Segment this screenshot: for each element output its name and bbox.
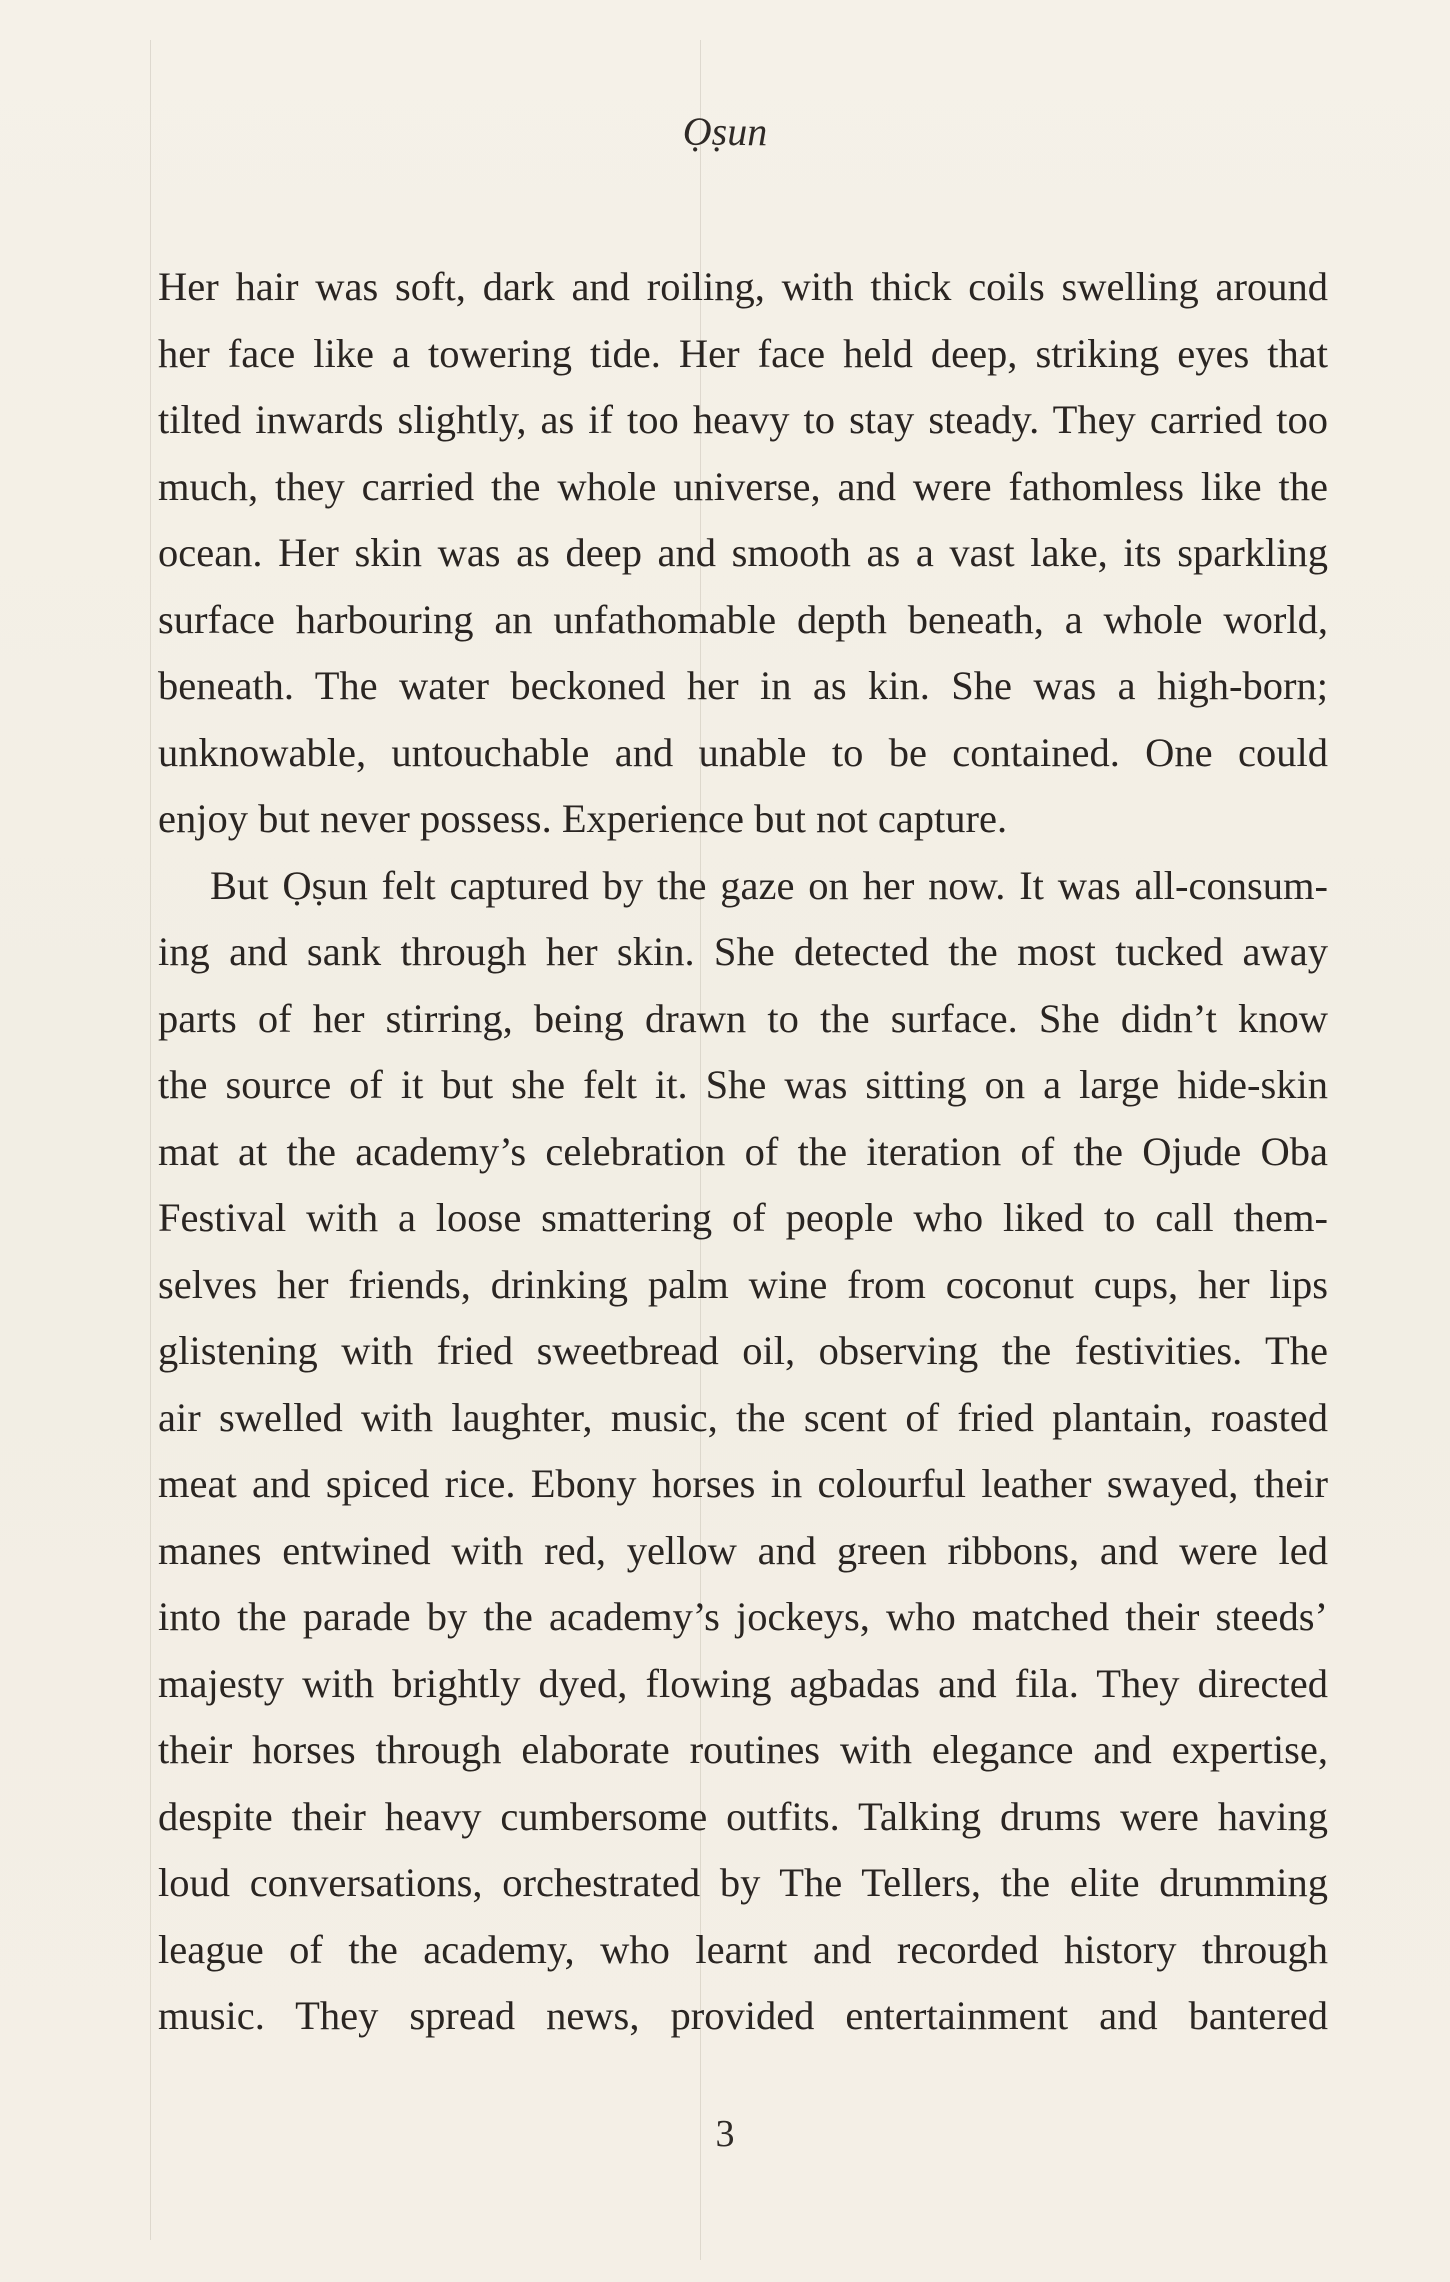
text-line: glistening with fried sweetbread oil, observing the festivities. The bbox=[158, 1328, 1328, 1373]
text-line: majesty with brightly dyed, flowing agbadas and fila. They directed bbox=[158, 1660, 1328, 1706]
text-line: surface harbouring an unfathomable depth beneath, a whole world, bbox=[158, 596, 1328, 642]
body-text bbox=[158, 254, 1328, 2050]
text-line: air swelled with laughter, music, the scent of fried plantain, roasted bbox=[158, 1394, 1328, 1440]
text-line: meat and spiced rice. Ebony horses in colourful leather swayed, their bbox=[158, 1461, 1328, 1506]
running-head: Ọṣun bbox=[682, 109, 768, 154]
text-line: into the parade by the academy’s jockeys, who matched their steeds’ bbox=[158, 1594, 1328, 1639]
text-line: mat at the academy’s celebration of the iteration of the Ojude Oba bbox=[158, 1128, 1328, 1174]
text-line: Festival with a loose smattering of people who liked to call them- bbox=[158, 1195, 1328, 1240]
text-line: ing and sank through her skin. She detected the most tucked away bbox=[158, 929, 1328, 974]
text-line: beneath. The water beckoned her in as kin. She was a high-born; bbox=[158, 663, 1328, 708]
text-line: But Ọṣun felt captured by the gaze on her now. It was all-consum- bbox=[210, 862, 1328, 908]
text-line: music. They spread news, provided entertainment and bantered bbox=[158, 1993, 1328, 2038]
text-line: enjoy but never possess. Experience but not capture. bbox=[158, 796, 1008, 841]
text-line: parts of her stirring, being drawn to the surface. She didn’t know bbox=[158, 995, 1328, 1041]
text-line: manes entwined with red, yellow and green ribbons, and were led bbox=[158, 1527, 1328, 1573]
text-line: much, they carried the whole universe, and were fathomless like the bbox=[158, 463, 1328, 509]
page-number: 3 bbox=[715, 2113, 735, 2155]
text-line: loud conversations, orchestrated by The Tellers, the elite drumming bbox=[158, 1860, 1328, 1905]
text-line: despite their heavy cumbersome outfits. Talking drums were having bbox=[158, 1793, 1328, 1839]
text-line: Her hair was soft, dark and roiling, with thick coils swelling around bbox=[158, 264, 1328, 309]
text-line: tilted inwards slightly, as if too heavy to stay steady. They carried too bbox=[158, 397, 1328, 442]
text-line: their horses through elaborate routines with elegance and expertise, bbox=[158, 1727, 1328, 1772]
page-crease-left bbox=[150, 40, 151, 2240]
text-line: selves her friends, drinking palm wine from coconut cups, her lips bbox=[158, 1261, 1328, 1307]
text-line: league of the academy, who learnt and recorded history through bbox=[158, 1926, 1328, 1972]
text-line: her face like a towering tide. Her face held deep, striking eyes that bbox=[158, 330, 1328, 376]
text-line: ocean. Her skin was as deep and smooth as a vast lake, its sparkling bbox=[158, 530, 1328, 575]
text-line: the source of it but she felt it. She was sitting on a large hide-skin bbox=[158, 1062, 1328, 1107]
text-line: unknowable, untouchable and unable to be contained. One could bbox=[158, 729, 1328, 775]
